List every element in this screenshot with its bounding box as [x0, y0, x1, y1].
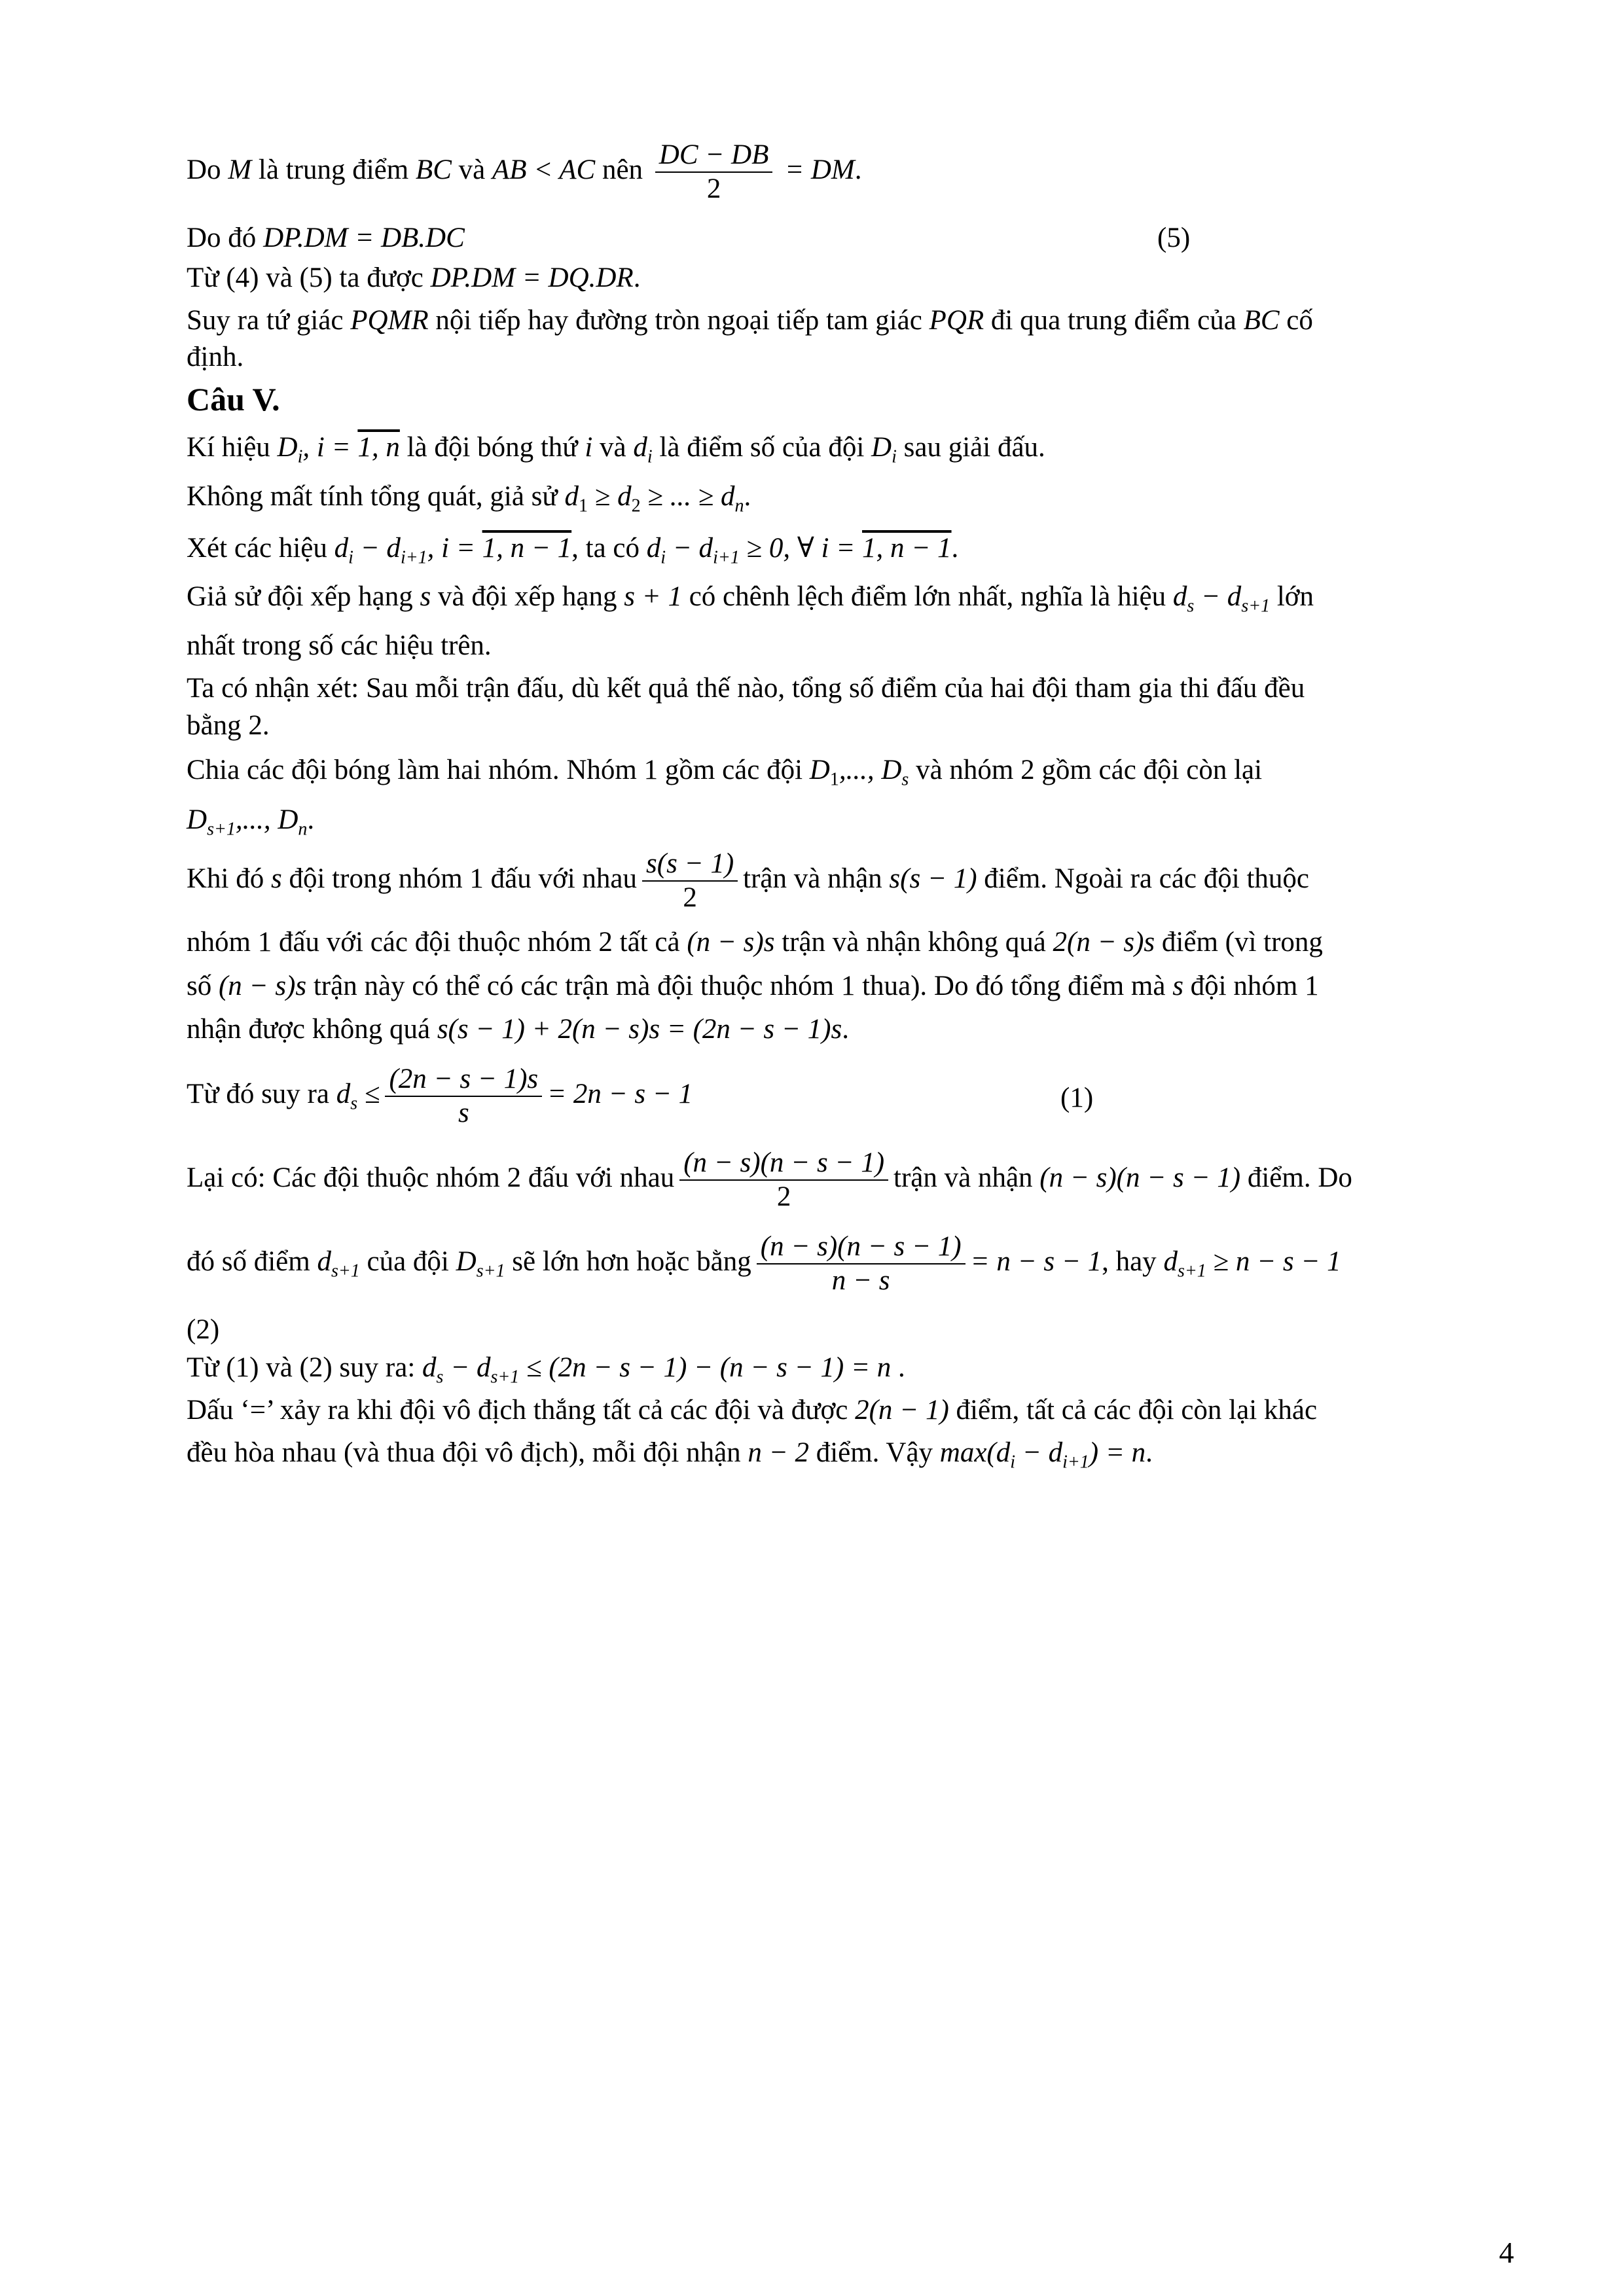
- text: nhận được không quá: [187, 1014, 437, 1045]
- math: d: [334, 533, 349, 564]
- math: 2(n − 1): [855, 1395, 949, 1426]
- math: DP.DM = DB.DC: [263, 223, 465, 253]
- subscript: s+1: [1241, 596, 1271, 617]
- subscript: i+1: [400, 547, 427, 568]
- math: ,..., D: [839, 755, 902, 785]
- line-2: [187, 221, 465, 256]
- text: có chênh lệch điểm lớn nhất, nghĩa là hiệu: [681, 581, 1173, 612]
- line-16: [187, 925, 1323, 960]
- text: Khi đó: [187, 863, 271, 894]
- math: = DM: [778, 154, 855, 185]
- math: ≥ 0, ∀ i =: [739, 533, 863, 564]
- text: điểm. Do: [1240, 1162, 1352, 1193]
- line-14: [187, 802, 314, 848]
- math: s: [271, 863, 282, 894]
- fraction-numerator: (n − s)(n − s − 1): [679, 1147, 888, 1181]
- math: D: [277, 432, 298, 463]
- subscript: i: [660, 547, 666, 568]
- line-24: [187, 1393, 1317, 1428]
- fraction: [642, 848, 738, 914]
- math: ≤ (2n − s − 1) − (n − s − 1) = n: [519, 1352, 892, 1383]
- math: = n − s − 1: [970, 1246, 1102, 1277]
- math: max(d: [939, 1437, 1011, 1468]
- math: ) = n: [1089, 1437, 1146, 1468]
- math: , i =: [302, 432, 358, 463]
- line-5: định.: [187, 342, 244, 372]
- subscript: s: [1187, 596, 1195, 617]
- equation-number: (1): [1060, 1083, 1094, 1113]
- line-10: nhất trong số các hiệu trên.: [187, 630, 492, 661]
- math: D: [187, 804, 208, 835]
- text: sau giải đấu.: [896, 432, 1045, 463]
- text: .: [1146, 1437, 1153, 1468]
- math: s + 1: [624, 581, 682, 612]
- math: ≥ ... ≥ d: [640, 481, 735, 512]
- fraction-numerator: s(s − 1): [642, 848, 738, 882]
- text: và nhóm 2 gồm các đội còn lại: [909, 755, 1263, 785]
- fraction-denominator: 2: [706, 173, 721, 204]
- math: D: [456, 1246, 477, 1277]
- subscript: 2: [631, 495, 641, 516]
- fraction-denominator: n − s: [831, 1265, 890, 1296]
- math: ,..., D: [235, 804, 298, 835]
- text: Không mất tính tổng quát, giả sử: [187, 481, 565, 512]
- text: Do đó: [187, 223, 264, 253]
- text: Lại có: Các đội thuộc nhóm 2 đấu với nhau: [187, 1162, 675, 1193]
- math: = 2n − s − 1: [547, 1078, 693, 1109]
- subscript: i: [348, 547, 353, 568]
- subscript: s: [350, 1093, 358, 1114]
- subscript: i: [892, 446, 897, 467]
- text: trận và nhận: [743, 863, 890, 894]
- text: và: [592, 432, 634, 463]
- subscript: s+1: [331, 1261, 360, 1282]
- fraction: [385, 1063, 542, 1130]
- line-19: [187, 1063, 693, 1130]
- math: d: [317, 1246, 331, 1277]
- text: nhóm 1 đấu với các đội thuộc nhóm 2 tất cả: [187, 927, 687, 958]
- subscript: i+1: [1062, 1452, 1089, 1473]
- line-15: [187, 848, 1309, 914]
- text: Giả sử đội xếp hạng: [187, 581, 420, 612]
- text: là điểm số của đội: [652, 432, 872, 463]
- fraction-denominator: s: [458, 1098, 469, 1128]
- line-18: [187, 1012, 849, 1047]
- text: là trung điểm: [251, 154, 416, 185]
- fraction: [679, 1147, 888, 1213]
- math: s(s − 1) + 2(n − s)s = (2n − s − 1)s: [437, 1014, 842, 1045]
- math: D: [871, 432, 892, 463]
- text: là đội bóng thứ: [399, 432, 585, 463]
- text: Từ đó suy ra: [187, 1078, 336, 1109]
- subscript: 1: [578, 495, 588, 516]
- text: trận và nhận: [893, 1162, 1040, 1193]
- text: Từ (4) và (5) ta được: [187, 262, 431, 293]
- line-1: [187, 139, 862, 206]
- math: d: [336, 1078, 351, 1109]
- math: d: [1172, 581, 1187, 612]
- math: − d: [666, 533, 713, 564]
- fraction-numerator: (n − s)(n − s − 1): [757, 1230, 965, 1265]
- math: − d: [443, 1352, 491, 1383]
- line-11: Ta có nhận xét: Sau mỗi trận đấu, dù kết quả thế nào, tổng số điểm của hai đội tham gia thi đấu đều: [187, 673, 1305, 704]
- math: 2(n − s)s: [1053, 927, 1155, 958]
- text: .: [891, 1352, 905, 1383]
- math: DP.DM = DQ.DR: [430, 262, 634, 293]
- subscript: n: [298, 819, 308, 840]
- math: s: [420, 581, 431, 612]
- math: D: [809, 755, 830, 785]
- text: số: [187, 971, 219, 1001]
- math: ≤: [357, 1078, 380, 1109]
- fraction: [757, 1230, 965, 1297]
- line-12: bằng 2.: [187, 710, 270, 741]
- fraction-numerator: (2n − s − 1)s: [385, 1063, 542, 1097]
- subscript: n: [734, 495, 744, 516]
- text: đi qua trung điểm của: [984, 305, 1244, 336]
- text: Xét các hiệu: [187, 533, 334, 564]
- line-7: [187, 479, 751, 524]
- fraction-denominator: 2: [683, 882, 697, 913]
- math: d: [422, 1352, 437, 1383]
- text: trận này có thể có các trận mà đội thuộc nhóm 1 thua). Do đó tổng điểm mà: [306, 971, 1173, 1001]
- math: − d: [1015, 1437, 1063, 1468]
- text: nội tiếp hay đường tròn ngoại tiếp tam giác: [428, 305, 929, 336]
- text: đội nhóm 1: [1183, 971, 1319, 1001]
- section-heading: Câu V.: [187, 381, 280, 418]
- math: , i =: [427, 533, 482, 564]
- text: lớn: [1270, 581, 1314, 612]
- text: điểm (vì trong: [1155, 927, 1323, 958]
- line-9: [187, 579, 1314, 624]
- math: − d: [353, 533, 401, 564]
- text: nên: [595, 154, 650, 185]
- subscript: 1: [829, 769, 839, 790]
- line-8: [187, 531, 958, 576]
- text: sẽ lớn hơn hoặc bằng: [505, 1246, 751, 1277]
- fraction-denominator: 2: [776, 1181, 791, 1212]
- line-23: [187, 1350, 905, 1395]
- text: , hay: [1102, 1246, 1164, 1277]
- text: đều hòa nhau (và thua đội vô địch), mỗi đội nhận: [187, 1437, 748, 1468]
- math: 1, n − 1: [862, 533, 952, 564]
- text: và: [451, 154, 492, 185]
- math: BC: [1243, 305, 1280, 336]
- text: .: [854, 154, 862, 185]
- math: 1, n − 1: [482, 533, 572, 564]
- line-4: [187, 303, 1313, 338]
- text: Chia các đội bóng làm hai nhóm. Nhóm 1 gồm các đội: [187, 755, 810, 785]
- text: đội trong nhóm 1 đấu với nhau: [281, 863, 638, 894]
- fraction-numerator: DC − DB: [655, 139, 773, 173]
- text: điểm. Ngoài ra các đội thuộc: [977, 863, 1310, 894]
- subscript: i: [1010, 1452, 1016, 1473]
- text: cố: [1279, 305, 1313, 336]
- text: trận và nhận không quá: [774, 927, 1053, 958]
- math: ≥ n − s − 1: [1206, 1246, 1341, 1277]
- text: .: [633, 262, 641, 293]
- math: s: [1172, 971, 1183, 1001]
- subscript: s+1: [1177, 1261, 1206, 1282]
- line-20: [187, 1147, 1352, 1213]
- text: .: [307, 804, 315, 835]
- math: PQMR: [350, 305, 429, 336]
- subscript: s+1: [476, 1261, 505, 1282]
- text: và đội xếp hạng: [431, 581, 624, 612]
- text: đó số điểm: [187, 1246, 317, 1277]
- subscript: i: [297, 446, 303, 467]
- line-25: [187, 1435, 1153, 1480]
- math: M: [228, 154, 252, 185]
- math: ≥ d: [587, 481, 632, 512]
- text: điểm, tất cả các đội còn lại khác: [948, 1395, 1318, 1426]
- subscript: i+1: [713, 547, 740, 568]
- math: (n − s)s: [218, 971, 307, 1001]
- math: d: [646, 533, 661, 564]
- math: AB < AC: [492, 154, 596, 185]
- subscript: s: [436, 1367, 444, 1388]
- math: 1, n: [357, 432, 400, 463]
- math: d: [1163, 1246, 1178, 1277]
- math: d: [633, 432, 647, 463]
- math: d: [564, 481, 579, 512]
- text: Suy ra tứ giác: [187, 305, 351, 336]
- subscript: i: [647, 446, 653, 467]
- math: PQR: [929, 305, 984, 336]
- line-6: [187, 430, 1045, 475]
- math: s(s − 1): [889, 863, 977, 894]
- text: của đội: [359, 1246, 456, 1277]
- line-21: [187, 1230, 1341, 1297]
- math: BC: [415, 154, 452, 185]
- equation-number: (5): [1157, 223, 1191, 253]
- page-number: 4: [1499, 2236, 1514, 2269]
- line-22: (2): [187, 1314, 220, 1345]
- text: , ta có: [571, 533, 647, 564]
- subscript: s: [901, 769, 909, 790]
- math: (n − s)(n − s − 1): [1039, 1162, 1241, 1193]
- line-3: [187, 260, 640, 296]
- text: Do: [187, 154, 228, 185]
- line-17: [187, 969, 1319, 1004]
- math: n − 2: [748, 1437, 809, 1468]
- math: (n − s)s: [687, 927, 775, 958]
- subscript: s+1: [490, 1367, 520, 1388]
- math: − d: [1194, 581, 1242, 612]
- fraction: [655, 139, 773, 206]
- math: i: [585, 432, 593, 463]
- subscript: s+1: [207, 819, 236, 840]
- text: điểm. Vậy: [808, 1437, 940, 1468]
- text: .: [842, 1014, 849, 1045]
- text: Dấu ‘=’ xảy ra khi đội vô địch thắng tất cả các đội và được: [187, 1395, 856, 1426]
- line-13: [187, 753, 1262, 798]
- text: .: [744, 481, 751, 512]
- text: Từ (1) và (2) suy ra:: [187, 1352, 423, 1383]
- text: .: [951, 533, 959, 564]
- text: Kí hiệu: [187, 432, 278, 463]
